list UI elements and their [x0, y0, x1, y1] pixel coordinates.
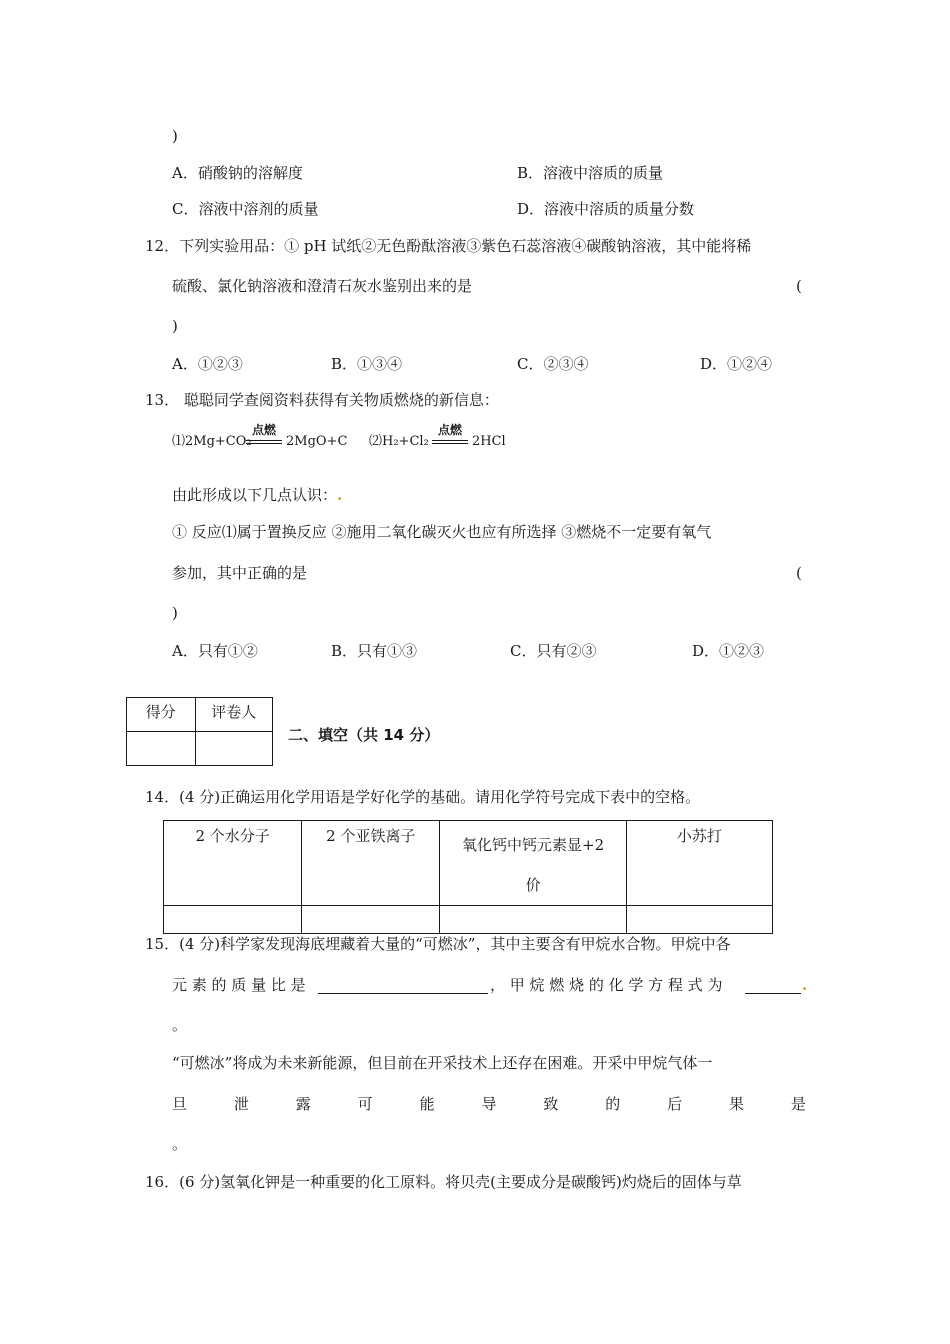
q12-option-b: B．①③④	[331, 355, 403, 373]
eq2-reactants: ⑵H₂+Cl₂	[369, 434, 429, 449]
eq1-reactants: ⑴2Mg+CO₂	[172, 434, 252, 449]
q12-paren-open: (	[796, 277, 802, 295]
q13-option-d: D．①②③	[692, 642, 765, 660]
q14-answer-cell-4[interactable]	[626, 906, 772, 934]
q13-option-a: A．只有①②	[172, 642, 258, 660]
q15-mass-ratio-blank[interactable]	[318, 974, 488, 994]
q12-option-d: D．①②④	[700, 355, 773, 373]
score-header: 得分	[127, 698, 196, 732]
section2-title: 二、填空（共 14 分）	[288, 726, 440, 744]
q12-stem-line2: 硫酸、氯化钠溶液和澄清石灰水鉴别出来的是	[172, 277, 473, 295]
eq1-equals-sign	[246, 440, 282, 444]
q15-word: 导	[481, 1095, 497, 1113]
q13-stem-line1: 13． 聪聪同学查阅资料获得有关物质燃烧的新信息：	[145, 391, 499, 409]
q14-header-calcium-valence	[440, 821, 626, 906]
q13-stem-line4: 参加，其中正确的是	[172, 564, 308, 582]
q15-word: 致	[543, 1095, 559, 1113]
q15-stem-line4: “可燃冰”将成为未来新能源，但目前在开采技术上还存在困难。开采中甲烷气体一	[172, 1054, 713, 1072]
q13-stem-line2-text: 由此形成以下几点认识：	[172, 486, 338, 504]
q12-paren-close: )	[172, 317, 178, 335]
q15-word: 能	[419, 1095, 435, 1113]
q14-answer-cell-1[interactable]	[164, 906, 302, 934]
q15-word: 露	[295, 1095, 311, 1113]
q11-paren-close: )	[172, 127, 178, 145]
eq1-condition: 点燃	[251, 423, 276, 437]
q14-header-ferrous-ions: 2 个亚铁离子	[302, 821, 440, 906]
q14-answer-cell-3[interactable]	[440, 906, 626, 934]
q15-equation-blank[interactable]	[745, 974, 801, 994]
q15-word: 是	[790, 1095, 806, 1113]
grader-cell[interactable]	[195, 732, 272, 766]
q15-word: 果	[729, 1095, 745, 1113]
q15-word: 可	[357, 1095, 373, 1113]
eq2-equals-sign	[432, 440, 468, 444]
score-cell[interactable]	[127, 732, 196, 766]
q15-word: 旦	[172, 1095, 188, 1113]
eq1-products: 2MgO+C	[286, 434, 348, 449]
q14-header-calcium-valence-line2: 价	[525, 876, 541, 894]
q11-option-d: D．溶液中溶质的质量分数	[517, 200, 695, 218]
q16-stem-line1: 16．(6 分)氢氧化钾是一种重要的化工原料。将贝壳(主要成分是碳酸钙)灼烧后的固体与草	[145, 1173, 742, 1191]
q15-period-1: 。	[172, 1016, 188, 1034]
q15-word: 后	[667, 1095, 683, 1113]
q14-header-baking-soda: 小苏打	[626, 821, 772, 906]
q14-header-water-molecules: 2 个水分子	[164, 821, 302, 906]
q13-option-b: B．只有①③	[331, 642, 418, 660]
q15-stem-line5	[172, 1094, 806, 1114]
yellow-dot-mark: .	[337, 486, 343, 504]
q13-stem-line2	[172, 485, 342, 505]
yellow-dot-mark: .	[802, 976, 808, 994]
eq2-condition: 点燃	[437, 423, 462, 437]
q13-option-c: C．只有②③	[510, 642, 597, 660]
q14-answer-table	[163, 820, 773, 934]
q14-stem: 14．(4 分)正确运用化学用语是学好化学的基础。请用化学符号完成下表中的空格。	[145, 788, 701, 806]
q12-option-c: C．②③④	[517, 355, 589, 373]
q15-word: 的	[605, 1095, 621, 1113]
q12-option-a: A．①②③	[172, 355, 243, 373]
q15-stem-line1: 15．(4 分)科学家发现海底埋藏着大量的“可燃冰”，其中主要含有甲烷水合物。甲烷中各	[145, 935, 731, 953]
q12-stem-line1: 12．下列实验用品：① pH 试纸②无色酚酞溶液③紫色石蕊溶液④碳酸钠溶液，其中能将稀	[145, 237, 752, 255]
q15-period-2: 。	[172, 1135, 188, 1153]
grader-header: 评卷人	[195, 698, 272, 732]
q13-paren-close: )	[172, 604, 178, 622]
q15-equation-label: ， 甲 烷 燃 烧 的 化 学 方 程 式 为	[490, 976, 723, 994]
q15-word: 泄	[233, 1095, 249, 1113]
q11-option-c: C．溶液中溶剂的质量	[172, 200, 319, 218]
q13-stem-line3: ① 反应⑴属于置换反应 ②施用二氧化碳灭火也应有所选择 ③燃烧不一定要有氧气	[172, 523, 712, 541]
q14-answer-cell-2[interactable]	[302, 906, 440, 934]
eq2-products: 2HCl	[472, 434, 506, 449]
q15-mass-ratio-label: 元 素 的 质 量 比 是	[172, 976, 306, 994]
q11-option-b: B．溶液中溶质的质量	[517, 164, 664, 182]
q14-header-calcium-valence-line1: 氧化钙中钙元素显+2	[462, 836, 605, 854]
score-box	[126, 697, 273, 766]
q13-paren-open: (	[796, 564, 802, 582]
q11-option-a: A．硝酸钠的溶解度	[172, 164, 303, 182]
